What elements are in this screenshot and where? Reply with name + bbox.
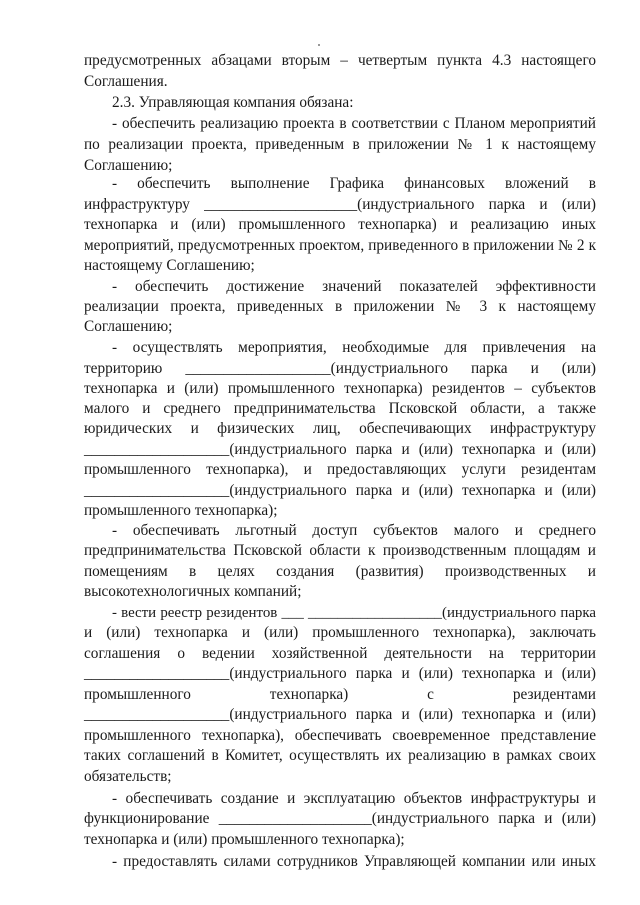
- text-line: технопарка и (или) промышленного технопарка) резидентов – субъектов: [84, 380, 596, 397]
- text-line: таких соглашений в Комитет, осуществлять их реализацию в рамках своих: [84, 747, 596, 764]
- text-line: инфраструктуру ____________________(индустриального парка и (или): [84, 196, 596, 213]
- text-line: технопарка и (или) промышленного технопарка);: [84, 831, 405, 848]
- text-line: - обеспечивать льготный доступ субъектов малого и среднего: [112, 522, 596, 539]
- text-line: Соглашению;: [84, 318, 173, 335]
- text-line: - обеспечить достижение значений показателей эффективности: [112, 278, 596, 295]
- text-line: ___________________(индустриального парка и (или) технопарка и (или): [84, 482, 596, 499]
- text-line: юридических и физических лиц, обеспечивающих инфраструктуру: [84, 420, 596, 437]
- text-line: высокотехнологичных компаний;: [84, 583, 302, 600]
- text-line: ___________________(индустриального парка и (или) технопарка и (или): [84, 441, 596, 458]
- section-heading: 2.3. Управляющая компания обязана:: [112, 94, 354, 111]
- text-line: - обеспечивать создание и эксплуатацию объектов инфраструктуры и: [112, 790, 596, 807]
- text-line: и (или) технопарка и (или) промышленного технопарка), заключать: [84, 624, 596, 641]
- text-line: - вести реестр резидентов ___ __________________(индустриального парка: [112, 605, 596, 621]
- text-line: промышленного технопарка), и предоставляющих услуги резидентам: [84, 461, 596, 478]
- text-line: промышленного технопарка), обеспечивать своевременное представление: [84, 727, 596, 744]
- text-line: - обеспечить реализацию проекта в соответствии с Планом мероприятий: [112, 115, 596, 132]
- text-line: Соглашения.: [84, 73, 168, 90]
- text-line: промышленного технопарка) с резидентами: [84, 686, 596, 703]
- text-line: предусмотренных абзацами вторым – четвертым пункта 4.3 настоящего: [84, 52, 596, 69]
- text-line: технопарка и (или) промышленного технопарка) и реализацию иных: [84, 216, 596, 233]
- text-line: - обеспечить выполнение Графика финансовых вложений в: [112, 175, 596, 192]
- text-line: ___________________(индустриального парка и (или) технопарка и (или): [84, 665, 596, 682]
- text-line: функционирование ____________________(индустриального парка и (или): [84, 810, 596, 827]
- text-line: - осуществлять мероприятия, необходимые для привлечения на: [112, 339, 596, 356]
- text-line: предпринимательства Псковской области к производственным площадям и: [84, 542, 596, 559]
- text-line: помещениям в целях создания (развития) производственных и: [84, 563, 596, 580]
- text-line: малого и среднего предпринимательства Псковской области, а также: [84, 400, 596, 417]
- text-line: территорию ___________________(индустриального парка и (или): [84, 360, 596, 377]
- text-line: соглашения о ведении хозяйственной деятельности на территории: [84, 645, 596, 662]
- text-line: обязательств;: [84, 768, 172, 785]
- text-line: настоящему Соглашению;: [84, 257, 255, 274]
- text-line: - предоставлять силами сотрудников Управляющей компании или иных: [112, 853, 596, 870]
- text-line: ___________________(индустриального парка и (или) технопарка и (или): [84, 706, 596, 723]
- text-line: реализации проекта, приведенных в приложении № 3 к настоящему: [84, 298, 596, 315]
- text-line: по реализации проекта, приведенным в приложении № 1 к настоящему: [84, 136, 596, 153]
- scan-speck: [318, 44, 320, 46]
- text-line: мероприятий, предусмотренных проектом, приведенного в приложении № 2 к: [84, 237, 596, 254]
- text-line: промышленного технопарка);: [84, 502, 278, 519]
- text-line: Соглашению;: [84, 157, 173, 174]
